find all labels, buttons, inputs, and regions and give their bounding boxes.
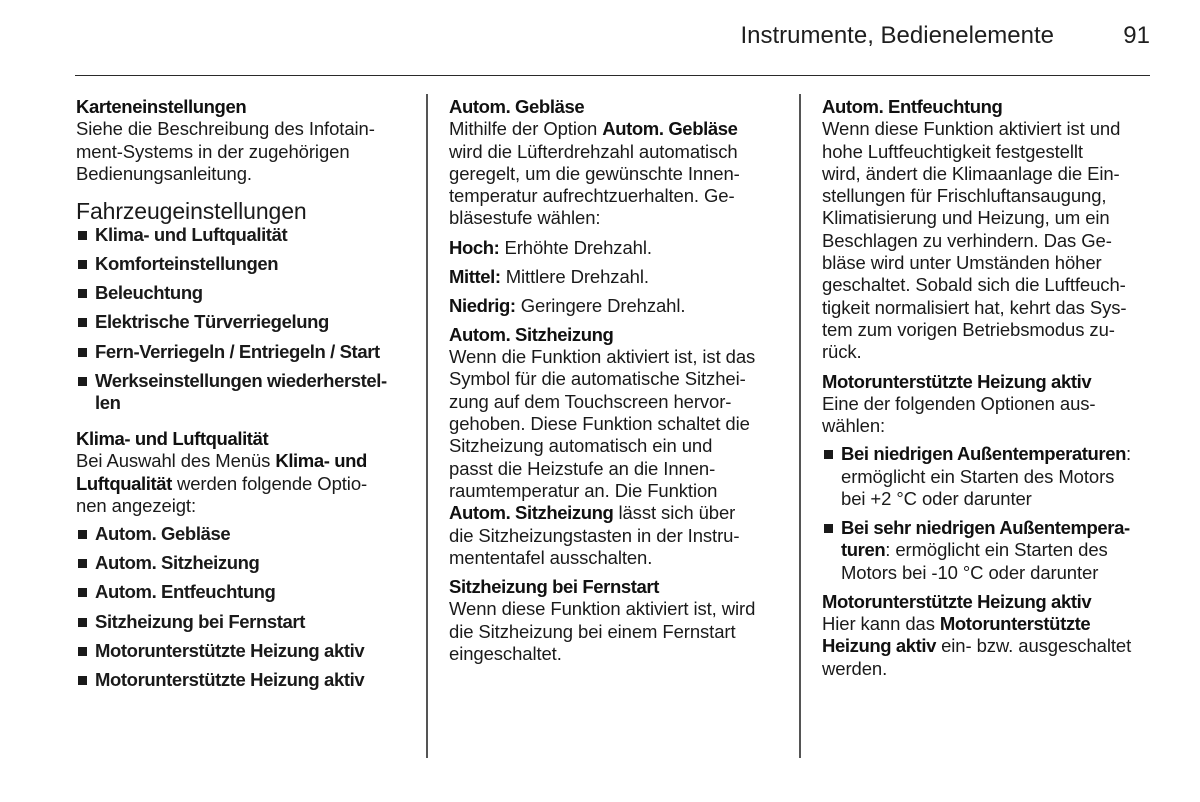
list-item: Motorunterstützte Heizung aktiv	[76, 669, 411, 691]
text-line: mententafel ausschalten.	[449, 546, 653, 568]
text-line: Mithilfe der Option Autom. Gebläse	[449, 118, 738, 140]
list-item: Beleuchtung	[76, 282, 411, 304]
section-title: Fahrzeugeinstellungen	[76, 198, 307, 225]
options-list	[76, 523, 411, 691]
bullet-square-icon	[78, 231, 87, 240]
text-line: Symbol für die automatische Sitzhei-	[449, 368, 746, 390]
section-heading: Motorunterstützte Heizung aktiv	[822, 590, 1092, 612]
text-line: tigkeit normalisiert hat, kehrt das Sys-	[822, 296, 1127, 318]
section-heading: Karteneinstellungen	[76, 96, 247, 117]
section-heading: Autom. Gebläse	[449, 96, 585, 117]
text-line: Wenn diese Funktion aktiviert ist, wird	[449, 598, 756, 620]
section-autom-sitzheizung	[449, 324, 784, 569]
text-line: Beschlagen zu verhindern. Das Ge-	[822, 229, 1112, 251]
text-line: wählen:	[822, 415, 886, 437]
text-line: bläse wird unter Umständen höher	[822, 252, 1102, 274]
text-line: ment-Systems in der zugehörigen	[76, 140, 350, 162]
section-fahrzeugeinstellungen	[76, 198, 411, 414]
list-item: Klima- und Luftqualität	[76, 224, 411, 246]
text-line: Luftqualität werden folgende Optio-	[76, 472, 368, 494]
list-item: Autom. Gebläse	[76, 523, 411, 545]
bullet-square-icon	[78, 289, 87, 298]
options-list	[822, 443, 1157, 584]
text-line: temperatur aufrechtzuerhalten. Ge-	[449, 185, 735, 207]
text-line: passt die Heizstufe an die Innen-	[449, 457, 716, 479]
bullet-square-icon	[824, 524, 833, 533]
bullet-square-icon	[78, 318, 87, 327]
level-niedrig: Niedrig: Geringere Drehzahl.	[449, 294, 686, 316]
section-motorunterstuetzte-heizung-1	[822, 371, 1157, 584]
text-line: zung auf dem Touchscreen hervor-	[449, 390, 732, 412]
text-line: geregelt, um die gewünschte Innen-	[449, 162, 740, 184]
text-line: gehoben. Diese Funktion schaltet die	[449, 413, 750, 435]
text-line: die Sitzheizungstasten in der Instru-	[449, 524, 740, 546]
column-divider	[426, 94, 428, 758]
column-2	[449, 96, 784, 665]
section-karteneinstellungen	[76, 96, 411, 185]
settings-list	[76, 224, 411, 414]
list-item: Bei niedrigen Außentemperaturen: ermöglicht ein Starten des Motors bei +2 °C oder darunter	[822, 443, 1157, 510]
text-line: Wenn die Funktion aktiviert ist, ist das	[449, 346, 756, 368]
section-heading: Motorunterstützte Heizung aktiv	[822, 370, 1092, 392]
text-line: Heizung aktiv ein- bzw. ausgeschaltet	[822, 635, 1132, 657]
bullet-square-icon	[824, 450, 833, 459]
text-line: werden.	[822, 657, 888, 679]
column-3	[822, 96, 1157, 680]
text-line: Bei Auswahl des Menüs Klima- und	[76, 450, 367, 472]
list-item: Autom. Entfeuchtung	[76, 581, 411, 603]
bullet-square-icon	[78, 559, 87, 568]
bullet-square-icon	[78, 377, 87, 386]
text-line: Wenn diese Funktion aktiviert ist und	[822, 118, 1121, 140]
list-item: Sitzheizung bei Fernstart	[76, 611, 411, 633]
section-heading: Autom. Entfeuchtung	[822, 96, 1003, 117]
text-line: eingeschaltet.	[449, 643, 562, 665]
section-heading: Sitzheizung bei Fernstart	[449, 576, 659, 598]
column-1	[76, 96, 411, 698]
text-line: bläsestufe wählen:	[449, 207, 601, 229]
text-line: Eine der folgenden Optionen aus-	[822, 392, 1096, 414]
text-line: tem zum vorigen Betriebsmodus zu-	[822, 318, 1115, 340]
section-autom-geblaese	[449, 96, 784, 317]
bullet-square-icon	[78, 348, 87, 357]
section-klima-luftqualitaet	[76, 428, 411, 691]
text-line: raumtemperatur an. Die Funktion	[449, 479, 718, 501]
list-item: Bei sehr niedrigen Außentempera- turen: ermöglicht ein Starten des Motors bei -10 °C oder darunter	[822, 517, 1157, 584]
section-autom-entfeuchtung	[822, 96, 1157, 364]
text-line: geschaltet. Sobald sich die Luftfeuch-	[822, 274, 1126, 296]
list-item: Fern-Verriegeln / Entriegeln / Start	[76, 341, 411, 363]
text-line: rück.	[822, 341, 862, 363]
text-line: stellungen für Frischluftansaugung,	[822, 185, 1107, 207]
header-rule	[75, 75, 1150, 76]
column-divider	[799, 94, 801, 758]
text-line: Bedienungsanleitung.	[76, 162, 252, 184]
section-motorunterstuetzte-heizung-2	[822, 591, 1157, 680]
text-line: Klimatisierung und Heizung, um ein	[822, 207, 1110, 229]
list-item: Autom. Sitzheizung	[76, 552, 411, 574]
text-line: wird, ändert die Klimaanlage die Ein-	[822, 162, 1120, 184]
text-line: Hier kann das Motorunterstützte	[822, 613, 1091, 635]
page-number: 91	[1123, 22, 1150, 49]
text-line: nen angezeigt:	[76, 494, 196, 516]
bullet-square-icon	[78, 260, 87, 269]
list-item: Motorunterstützte Heizung aktiv	[76, 640, 411, 662]
text-line: Sitzheizung automatisch ein und	[449, 435, 713, 457]
section-heading: Klima- und Luftqualität	[76, 428, 269, 450]
level-mittel: Mittel: Mittlere Drehzahl.	[449, 265, 649, 287]
level-hoch: Hoch: Erhöhte Drehzahl.	[449, 236, 652, 258]
section-sitzheizung-fernstart	[449, 576, 784, 665]
bullet-square-icon	[78, 588, 87, 597]
list-item: Komforteinstellungen	[76, 253, 411, 275]
text-line: Siehe die Beschreibung des Infotain-	[76, 118, 375, 140]
text-line: hohe Luftfeuchtigkeit festgestellt	[822, 140, 1083, 162]
section-heading: Autom. Sitzheizung	[449, 323, 614, 345]
bullet-square-icon	[78, 530, 87, 539]
list-item: Werkseinstellungen wiederherstel- len	[76, 370, 411, 415]
text-line: die Sitzheizung bei einem Fernstart	[449, 620, 736, 642]
list-item: Elektrische Türverriegelung	[76, 311, 411, 333]
bullet-square-icon	[78, 618, 87, 627]
text-line: wird die Lüfterdrehzahl automatisch	[449, 140, 738, 162]
bullet-square-icon	[78, 676, 87, 685]
bullet-square-icon	[78, 647, 87, 656]
text-line: Autom. Sitzheizung lässt sich über	[449, 502, 736, 524]
chapter-title: Instrumente, Bedienelemente	[740, 22, 1054, 49]
